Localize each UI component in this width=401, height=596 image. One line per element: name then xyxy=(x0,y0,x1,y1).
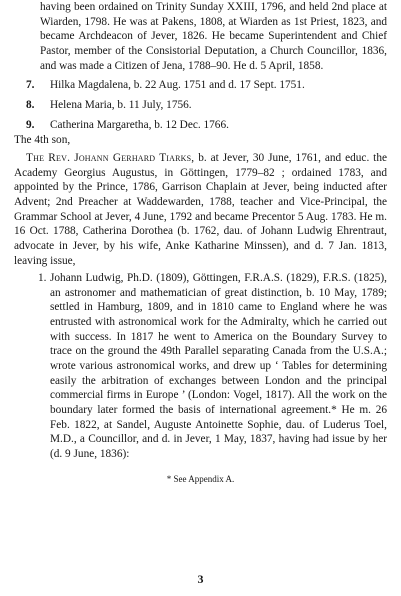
person-biography: b. at Jever, 30 June, 1761, and educ. the Academy Georgius Augustus, in Göttingen, 1779–82 ; ordained 1783, and appointed by the Prince, 1786, Garrison Chaplain at Jever, being inducted after Advent; 2nd Preacher at Waddewarden, 1788, teacher and Vice-Principal, the Grammar School at Jever, 4 June, 1792 and became Precentor 5 Aug. 1783. He m. 16 Oct. 1788, Catherina Dorothea (b. 1762, dau. of Johann Ludwig Ehrentraut, advocate in Jever, by his wife, Anke Katharine Minssen), and d. 7 Jan. 1813, leaving issue, xyxy=(14,151,387,267)
child-number: 1. xyxy=(38,272,47,285)
item-number: 8. xyxy=(26,98,35,111)
item-text: Hilka Magdalena, b. 22 Aug. 1751 and d. 17 Sept. 1751. xyxy=(50,79,305,92)
page-body xyxy=(14,0,387,486)
list-item-8 xyxy=(14,98,387,113)
item-number: 7. xyxy=(26,79,35,92)
continuation-paragraph: having been ordained on Trinity Sunday XXIII, 1796, and held 2nd place at Wiarden, 1798. He was at Pakens, 1808, at Wiarden as 1st Priest, 1823, and became Archdeacon of Jever, 1826. He became Superintendent and Chief Pastor, member of the Consistorial Deputation, a Church Councillor, 1836, and was made a Citizen of Jena, 1788–90. He d. 5 April, 1858. xyxy=(40,1,387,72)
son-heading: The 4th son, xyxy=(14,134,71,147)
footnote: * See Appendix A. xyxy=(166,473,235,484)
tiarks-paragraph xyxy=(14,151,387,268)
page-number: 3 xyxy=(197,572,204,586)
list-item-7 xyxy=(14,78,387,93)
child-text: Johann Ludwig, Ph.D. (1809), Göttingen, F.R.A.S. (1829), F.R.S. (1825), an astronomer and mathematician of great distinction, b. 10 May, 1789; settled in Hamburg, 1809, and in 1810 came to England where he was entrusted with astronomical work for the Admiralty, which he carried out with success. In 1817 he went to America on the Boundary Survey to trace on the ground the 49th Parallel separating Canada from the U.S.A.; wrote various astronomical works, and drew up ‘ Tables for determining easily the arbitration of exchanges between London and the principal commercial firms in Europe ’ (London: Vogel, 1817). All the work on the boundary later formed the basis of international agreement.* He m. 26 Feb. 1822, at Sandel, Auguste Antoinette Sophie, dau. of Luderus Toel, M.D., a Councillor, and d. in Jever, 1 May, 1837, having had issue by her (d. 9 June, 1836): xyxy=(50,272,387,461)
child-entry-1 xyxy=(14,271,387,462)
item-number: 9. xyxy=(26,118,35,131)
list-item-9 xyxy=(14,118,387,133)
person-name: The Rev. Johann Gerhard Tiarks, xyxy=(26,151,195,164)
item-text: Helena Maria, b. 11 July, 1756. xyxy=(50,98,192,111)
item-text: Catherina Margaretha, b. 12 Dec. 1766. xyxy=(50,118,229,131)
